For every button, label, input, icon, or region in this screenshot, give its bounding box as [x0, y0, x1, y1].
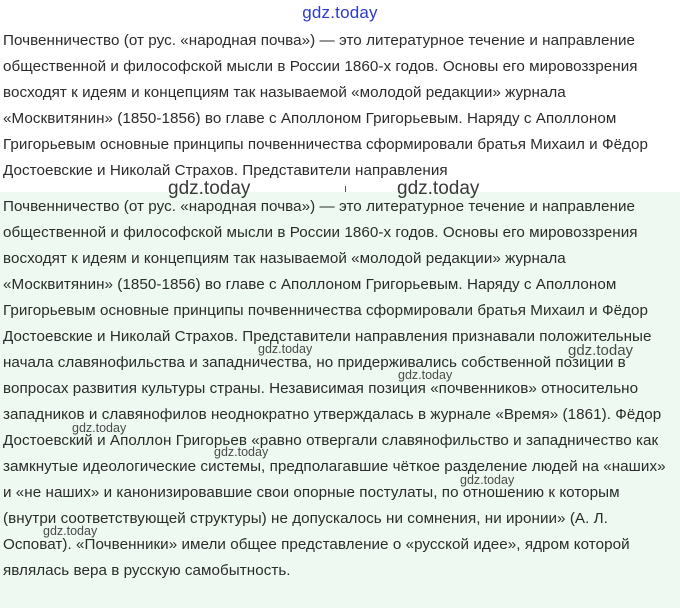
answer-paragraph-preview: Почвенничество (от рус. «народная почва») — это литературное течение и направление общественной и философской мысли в России 1860-х годов. Основы его мировоззрения восходят к идеям и концепциям так называемой «молодой редакции» журнала «Москвитянин» (1850-1856) во главе с Аполлоном Григорьевым. Наряду с Аполлоном Григорьевым основные принципы почвенничества сформировали братья Михаил и Фёдор Достоевские и Николай Страхов. Представители направления — [3, 32, 648, 179]
answer-full-block — [0, 192, 680, 608]
watermark: gdz.today — [43, 524, 98, 538]
watermark: gdz.today — [168, 178, 251, 199]
watermark: gdz.today — [568, 342, 634, 359]
watermark: gdz.today — [397, 178, 480, 199]
answer-preview-block — [0, 28, 680, 192]
site-logo[interactable]: gdz.today — [302, 3, 378, 22]
watermark: gdz.today — [214, 445, 269, 459]
watermark: gdz.today — [460, 473, 515, 487]
watermark: gdz.today — [258, 342, 313, 356]
answer-paragraph-full: Почвенничество (от рус. «народная почва») — это литературное течение и направление общественной и философской мысли в России 1860-х годов. Основы его мировоззрения восходят к идеям и концепциям так называемой «молодой редакции» журнала «Москвитянин» (1850-1856) во главе с Аполлоном Григорьевым. Наряду с Аполлоном Григорьевым основные принципы почвенничества сформировали братья Михаил и Фёдор Достоевские и Николай Страхов. Представители направления признавали положительные начала славянофильства и западничества, но придерживались собственной позиции в вопросах развития культуры страны. Независимая позиция «почвенников» относительно западников и славянофилов неоднократно утверждалась в журнале «Время» (1861). Фёдор Достоевский и Аполлон Григорьев «равно отвергали славянофильство и западничество как замкнутые идеологические системы, предполагавшие чёткое разделение людей на «наших» и «не наших» и канонизировавшие свои опорные постулаты, по отношению к которым (внутри соответствующей структуры) не допускалось ни сомнения, ни иронии» (А. Л. Осповат). «Почвенники» имели общее представление о «русской идее», ядром которой являлась вера в русскую самобытность. — [3, 198, 666, 579]
watermark: gdz.today — [398, 368, 453, 382]
watermark: gdz.today — [72, 421, 127, 435]
